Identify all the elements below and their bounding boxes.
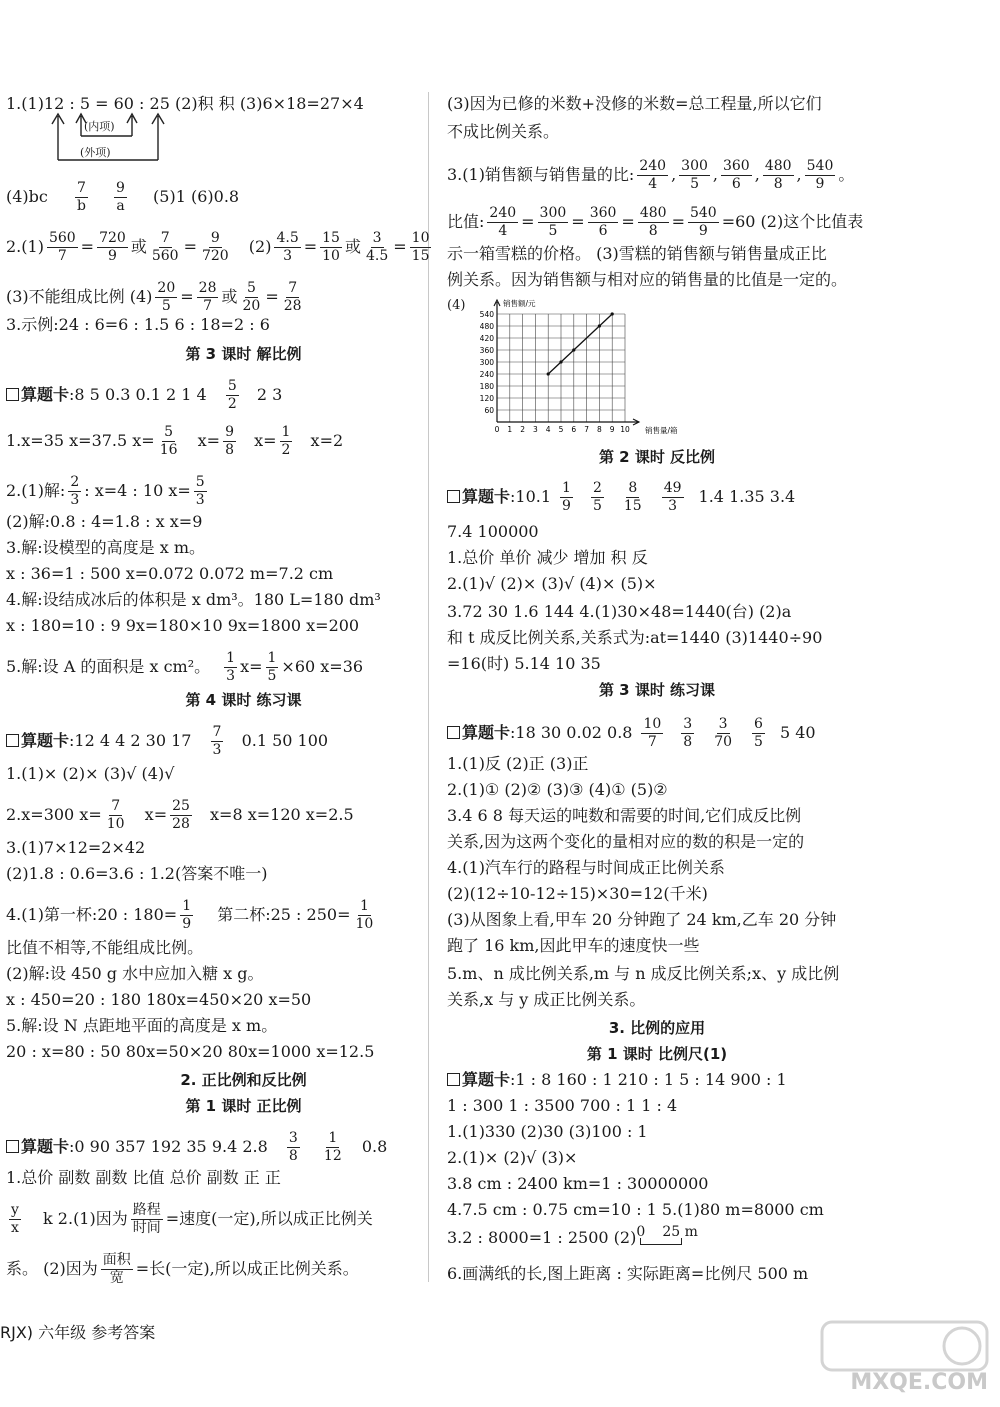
- section-2-title: 2. 正比例和反比例: [180, 1071, 307, 1089]
- lesson-bl1-title: 第 1 课时 比例尺(1): [586, 1045, 728, 1063]
- series-line: [548, 314, 612, 374]
- fraction: $\frac{1}{9}$: [562, 480, 571, 514]
- lesson-fb3-q3a: 3.4 6 8 每天运的吨数和需要的时间,它们成反比例: [447, 806, 802, 825]
- answer-2-line2: (3)不能组成比例 (4) $\frac{20}{5}$ = $\frac{28}{7}$ 或 $\frac{5}{20}$ = $\frac{7}{28}$: [6, 280, 302, 314]
- r-line1: (3)因为已修的米数+没修的米数=总工程量,所以它们: [447, 94, 822, 113]
- lesson-fb3-q1: 1.(1)反 (2)正 (3)正: [447, 754, 589, 773]
- fraction: $\frac{240}{4}$: [639, 158, 667, 192]
- fraction: $\frac{540}{9}$: [689, 205, 717, 239]
- lesson-4-q4-2: 比值不相等,不能组成比例。: [6, 938, 204, 957]
- lesson-4-title: 第 4 课时 练习课: [185, 691, 302, 709]
- fraction: $\frac{2}{5}$: [592, 480, 602, 514]
- fraction: $\frac{300}{5}$: [681, 158, 708, 192]
- page-footer: RJX) 六年级 参考答案: [0, 1323, 156, 1342]
- answer-2-line1: 2.(1) $\frac{560}{7}$ = $\frac{720}{9}$ 或 $\frac{7}{560}$ = $\frac{9}{720}$ (2) $\frac{4.5}{3}$ = $\frac{15}{10}$ 或 $\frac{3}{4.5}$ = $\frac{10}{15}$: [6, 230, 430, 264]
- x-tick-label: 8: [597, 425, 602, 434]
- lesson-3-q2-2: (2)解:0.8 : 4=1.8 : x x=9: [6, 512, 203, 531]
- lesson-4-q4-4: x : 450=20 : 180 180x=450×20 x=50: [6, 990, 312, 1009]
- data-point: [598, 324, 601, 327]
- r-line2: 不成比例关系。: [447, 122, 560, 141]
- x-tick-label: 0: [494, 425, 500, 434]
- scale-bar: 0 25 m: [636, 1226, 706, 1250]
- fraction: $\frac{480}{8}$: [764, 158, 792, 192]
- r-sales-ratio: 3.(1)销售额与销售量的比: $\frac{240}{4}$ , $\frac{300}{5}$ , $\frac{360}{6}$ , $\frac{480}{8}$ , $\frac{540}{9}$ 。: [447, 158, 855, 192]
- lesson-fb2-card: 算题卡:10.1 $\frac{1}{9}$ $\frac{2}{5}$ $\frac{8}{15}$ $\frac{49}{3}$ 1.4 1.35 3.4: [447, 480, 795, 515]
- lesson-zb1-title: 第 1 课时 正比例: [185, 1097, 302, 1115]
- checkbox-square-icon: [447, 726, 460, 739]
- r-ratio-value: 比值: $\frac{240}{4}$ = $\frac{300}{5}$ = $\frac{360}{6}$ = $\frac{480}{8}$ = $\frac{540}{9}$ =60 (2)这个比值表: [447, 205, 864, 239]
- x-tick-label: 9: [609, 425, 615, 434]
- x-tick-label: 2: [520, 425, 525, 434]
- answer-1-line2: (4)bc $\frac{7}{b}$ $\frac{9}{a}$ (5)1 (6)0.8: [6, 180, 240, 214]
- checkbox-square-icon: [6, 388, 19, 401]
- lesson-fb2-card-2: 7.4 100000: [447, 522, 539, 541]
- data-point: [572, 348, 575, 351]
- inner-terms-label: (内项): [84, 120, 115, 133]
- lesson-zb1-q2: $\frac{y}{x}$ k 2.(1)因为 路程 时间 =速度(一定),所以成正比例关: [11, 1202, 373, 1236]
- checkbox-square-icon: [447, 1073, 460, 1086]
- checkbox-square-icon: [447, 490, 460, 503]
- lesson-fb2-q2: 2.(1)√ (2)× (3)√ (4)× (5)×: [447, 574, 657, 593]
- lesson-3-q3-1: 3.解:设模型的高度是 x m。: [6, 538, 206, 557]
- lesson-bl1-q4: 4.7.5 cm : 0.75 cm=10 : 1 5.(1)80 m=8000 cm: [447, 1200, 824, 1219]
- lesson-fb3-q4b: (2)(12÷10-12÷15)×30=12(千米): [447, 884, 708, 903]
- lesson-3-q1: 1.x=35 x=37.5 x= $\frac{5}{16}$ x= $\frac{9}{8}$ x= $\frac{1}{2}$ x=2: [6, 424, 344, 458]
- lesson-fb3-title: 第 3 课时 练习课: [598, 681, 716, 699]
- y-tick-label: 60: [484, 406, 494, 415]
- lesson-4-q5-2: 20 : x=80 : 50 80x=50×20 80x=1000 x=12.5: [6, 1042, 375, 1061]
- y-tick-label: 240: [479, 370, 494, 379]
- fraction: $\frac{240}{4}$: [489, 205, 517, 239]
- lesson-3-q3-2: x : 36=1 : 500 x=0.072 0.072 m=7.2 cm: [6, 564, 334, 583]
- fraction: $\frac{8}{15}$: [623, 480, 642, 514]
- lesson-4-q3-2: (2)1.8 : 0.6=3.6 : 1.2(答案不唯一): [6, 864, 268, 883]
- lesson-fb3-q3b: 关系,因为这两个变化的量相对应的数的积是一定的: [447, 832, 805, 851]
- y-tick-label: 300: [479, 358, 494, 367]
- x-axis-title: 销售量/箱: [645, 426, 678, 435]
- outer-terms-label: (外项): [80, 146, 111, 159]
- lesson-3-q4-1: 4.解:设结成冰后的体积是 x dm³。180 L=180 dm³: [6, 590, 381, 609]
- lesson-bl1-q5: 3.2 : 8000=1 : 2500 (2) 0 25 m: [447, 1226, 706, 1250]
- y-tick-label: 480: [479, 322, 494, 331]
- lesson-fb3-q2: 2.(1)① (2)② (3)③ (4)① (5)②: [447, 780, 668, 799]
- lesson-zb1-q1: 1.总价 副数 副数 比值 总价 副数 正 正: [6, 1168, 281, 1187]
- lesson-fb3-q5a: 5.m、n 成比例关系,m 与 n 成反比例关系;x、y 成比例: [447, 964, 840, 983]
- lesson-bl1-card: 算题卡:1 : 8 160 : 1 210 : 1 5 : 14 900 : 1: [447, 1068, 787, 1092]
- fraction: $\frac{540}{9}$: [806, 158, 834, 192]
- lesson-bl1-card-2: 1 : 300 1 : 3500 700 : 1 1 : 4: [447, 1096, 678, 1115]
- answer-1-line1: 1.(1)12 : 5 = 60 : 25 (2)积 积 (3)6×18=27×4: [6, 94, 364, 113]
- sales-line-chart: [465, 296, 695, 444]
- fraction: $\frac{10}{7}$: [643, 716, 662, 750]
- watermark-text: MXQE.COM: [850, 1370, 988, 1395]
- lesson-fb2-q1: 1.总价 单价 减少 增加 积 反: [447, 548, 648, 567]
- lesson-fb3-q5b: 关系,x 与 y 成正比例关系。: [447, 990, 646, 1009]
- lesson-fb2-q3: 3.72 30 1.6 144 4.(1)30×48=1440(台) (2)a: [447, 602, 792, 621]
- checkbox-square-icon: [6, 734, 19, 747]
- lesson-fb3-q4c: (3)从图象上看,甲车 20 分钟跑了 24 km,乙车 20 分钟: [447, 910, 837, 929]
- lesson-fb3-q4a: 4.(1)汽车行的路程与时间成正比例关系: [447, 858, 725, 877]
- y-tick-label: 420: [479, 334, 494, 343]
- lesson-fb2-q3c: =16(时) 5.14 10 35: [447, 654, 601, 673]
- y-tick-label: 540: [479, 310, 494, 319]
- lesson-3-q5: 5.解:设 A 的面积是 x cm²。 $\frac{1}{3}$ x= $\frac{1}{5}$ ×60 x=36: [6, 650, 364, 684]
- fraction: $\frac{6}{5}$: [754, 716, 763, 750]
- lesson-bl1-q6: 6.画满纸的长,图上距离 : 实际距离=比例尺 500 m: [447, 1264, 809, 1283]
- fraction: $\frac{480}{8}$: [639, 205, 667, 239]
- lesson-fb3-q4d: 跑了 16 km,因此甲车的速度快一些: [447, 936, 700, 955]
- x-tick-label: 1: [507, 425, 513, 434]
- lesson-fb3-card: 算题卡:18 30 0.02 0.8 $\frac{10}{7}$ $\frac{3}{8}$ $\frac{3}{70}$ $\frac{6}{5}$ 5 40: [447, 716, 816, 751]
- lesson-4-q5-1: 5.解:设 N 点距地平面的高度是 x m。: [6, 1016, 278, 1035]
- answer-3: 3.示例:24 : 6=6 : 1.5 6 : 18=2 : 6: [6, 315, 270, 334]
- data-point: [611, 312, 614, 315]
- y-tick-label: 120: [479, 394, 494, 403]
- section-3-title: 3. 比例的应用: [608, 1019, 706, 1037]
- lesson-4-q4-1: 4.(1)第一杯:20 : 180= $\frac{1}{9}$ 第二杯:25 : 250= $\frac{1}{10}$: [6, 898, 374, 932]
- x-tick-label: 7: [584, 425, 589, 434]
- y-tick-label: 180: [479, 382, 494, 391]
- x-tick-label: 5: [558, 425, 564, 434]
- lesson-4-q4-3: (2)解:设 450 g 水中应加入糖 x g。: [6, 964, 264, 983]
- lesson-3-card: 算题卡:8 5 0.3 0.1 2 1 4 $\frac{5}{2}$ 2 3: [6, 378, 282, 413]
- x-tick-label: 3: [533, 425, 538, 434]
- x-tick-label: 4: [545, 425, 551, 434]
- lesson-3-title: 第 3 课时 解比例: [185, 345, 302, 363]
- lesson-bl1-q1: 1.(1)330 (2)30 (3)100 : 1: [447, 1122, 648, 1141]
- lesson-4-q1: 1.(1)× (2)× (3)√ (4)√: [6, 764, 175, 783]
- x-tick-label: 10: [620, 425, 630, 434]
- fraction: $\frac{360}{6}$: [589, 205, 617, 239]
- y-axis-title: 销售额/元: [503, 299, 536, 308]
- lesson-bl1-q2: 2.(1)× (2)√ (3)×: [447, 1148, 578, 1167]
- r-line6: 例关系。因为销售额与相对应的销售量的比值是一定的。: [447, 270, 848, 289]
- lesson-bl1-q3: 3.8 cm : 2400 km=1 : 30000000: [447, 1174, 709, 1193]
- chart-question-label: (4): [447, 298, 466, 313]
- data-point: [547, 372, 550, 375]
- lesson-zb1-q2-2: 系。 (2)因为 面积 宽 =长(一定),所以成正比例关系。: [6, 1252, 359, 1286]
- lesson-3-q4-2: x : 180=10 : 9 9x=180×10 9x=1800 x=200: [6, 616, 360, 635]
- fraction: $\frac{3}{8}$: [683, 716, 693, 750]
- lesson-3-q2: 2.(1)解: $\frac{2}{3}$ : x=4 : 10 x= $\frac{5}{3}$: [6, 474, 205, 508]
- data-point: [559, 360, 562, 363]
- lesson-fb2-q3b: 和 t 成反比例关系,关系式为:at=1440 (3)1440÷90: [447, 628, 823, 647]
- r-line5: 示一箱雪糕的价格。 (3)雪糕的销售额与销售量成正比: [447, 244, 827, 263]
- lesson-4-card: 算题卡:12 4 4 2 30 17 $\frac{7}{3}$ 0.1 50 100: [6, 724, 328, 759]
- lesson-4-q2: 2.x=300 x= $\frac{7}{10}$ x= $\frac{25}{28}$ x=8 x=120 x=2.5: [6, 798, 354, 832]
- lesson-4-q3-1: 3.(1)7×12=2×42: [6, 838, 146, 857]
- lesson-zb1-card: 算题卡:0 90 357 192 35 9.4 2.8 $\frac{3}{8}$ $\frac{1}{12}$ 0.8: [6, 1130, 387, 1165]
- x-tick-label: 6: [571, 425, 577, 434]
- fraction: $\frac{300}{5}$: [539, 205, 567, 239]
- lesson-fb2-title: 第 2 课时 反比例: [598, 448, 716, 466]
- checkbox-square-icon: [6, 1140, 19, 1153]
- fraction: $\frac{3}{70}$: [714, 716, 733, 750]
- fraction: $\frac{360}{6}$: [722, 158, 750, 192]
- y-tick-label: 360: [479, 346, 494, 355]
- fraction: $\frac{49}{3}$: [663, 480, 682, 514]
